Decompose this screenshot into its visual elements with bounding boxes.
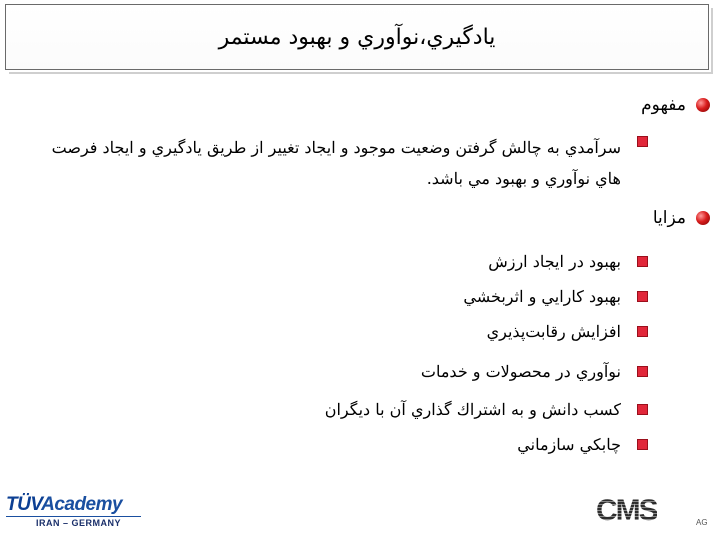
list-item — [487, 322, 648, 341]
logo-subtitle: IRAN – GERMANY — [36, 518, 122, 528]
list-item — [463, 287, 648, 306]
list-item — [517, 435, 648, 454]
list-item-text: سرآمدي به چالش گرفتن وضعيت موجود و ايجاد تغيير از طريق يادگيري و ايجاد فرصت هاي نوآوري و بهبود مي باشد. — [51, 138, 621, 188]
list-item — [488, 252, 648, 271]
logo-wordmark: TÜVAcademy — [6, 494, 123, 515]
square-bullet-icon — [637, 136, 648, 147]
list-item — [325, 400, 648, 419]
square-bullet-icon — [637, 404, 648, 415]
section-heading-concept — [641, 95, 710, 115]
tuv-academy-logo — [6, 494, 171, 534]
list-item-text: كسب دانش و به اشتراك گذاري آن با ديگران — [324, 400, 621, 419]
square-bullet-icon — [637, 439, 648, 450]
section-heading-benefits — [653, 208, 710, 228]
list-item-text: نوآوري در محصولات و خدمات — [420, 362, 621, 381]
list-item-text: چابكي سازماني — [517, 435, 621, 454]
list-item-text: بهبود در ايجاد ارزش — [488, 252, 621, 271]
list-item — [421, 362, 648, 381]
logo-underline — [6, 516, 141, 517]
square-bullet-icon — [637, 326, 648, 337]
section-heading-text: مفهوم — [641, 95, 686, 115]
square-bullet-icon — [637, 256, 648, 267]
square-bullet-icon — [637, 366, 648, 377]
red-ball-bullet-icon — [696, 211, 710, 225]
list-item-text: افزايش رقابت‌پذيري — [486, 322, 621, 341]
cms-wordmark: CMS — [596, 494, 657, 527]
slide-title-box — [5, 4, 709, 70]
section-heading-text: مزايا — [652, 208, 686, 228]
red-ball-bullet-icon — [696, 98, 710, 112]
list-item-text: بهبود كارايي و اثربخشي — [463, 287, 621, 306]
cms-suffix: AG — [696, 518, 708, 527]
square-bullet-icon — [637, 291, 648, 302]
cms-logo — [592, 494, 714, 534]
list-item — [21, 132, 648, 194]
slide-title: يادگيري،نوآوري و بهبود مستمر — [218, 24, 496, 50]
